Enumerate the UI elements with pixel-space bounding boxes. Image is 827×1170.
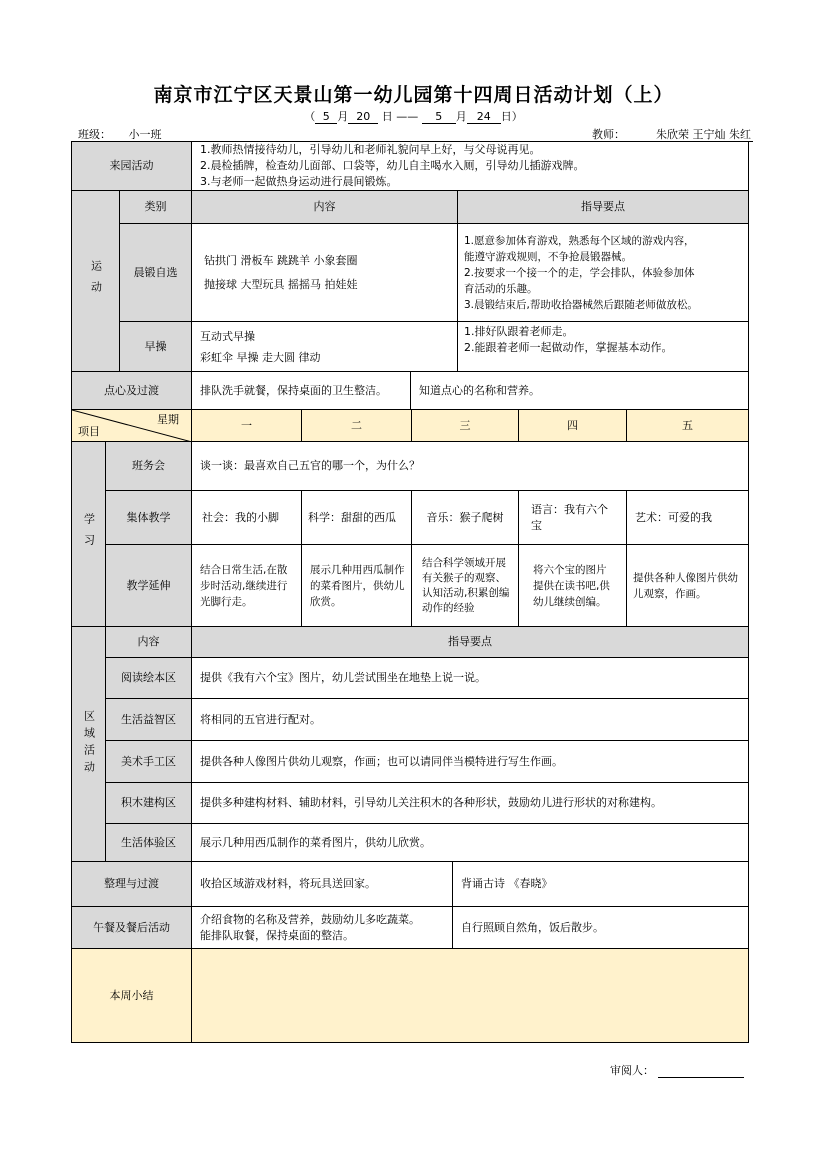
snack-content: 排队洗手就餐，保持桌面的卫生整洁。 xyxy=(191,371,411,410)
area-name: 积木建构区 xyxy=(105,782,192,824)
extension-wed: 结合科学领域开展有关猴子的观察、认知活动,积累创编动作的经验 xyxy=(411,544,519,627)
start-month: 5 xyxy=(315,111,337,124)
areas-header-content: 内容 xyxy=(105,626,192,658)
class-label: 班级： xyxy=(78,128,111,141)
arrival-line: 2.晨检插牌，检查幼儿面部、口袋等，幼儿自主喝水入厕，引导幼儿插游戏牌。 xyxy=(200,159,585,172)
arrival-label: 来园活动 xyxy=(71,141,192,191)
exercise-content xyxy=(191,321,458,372)
exercise-guidance xyxy=(457,321,749,372)
reviewer-label: 审阅人： xyxy=(610,1064,654,1077)
exercise-content xyxy=(191,223,458,322)
snack-label: 点心及过渡 xyxy=(71,371,192,410)
end-day: 24 xyxy=(467,111,501,124)
guidance-line: 1.排好队跟着老师走。 xyxy=(464,325,574,338)
end-month: 5 xyxy=(422,111,456,124)
group-teaching-thu: 语言：我有六个宝 xyxy=(518,490,627,545)
extension-tue: 展示几种用西瓜制作的菜肴图片，供幼儿欣赏。 xyxy=(301,544,412,627)
exercise-content-line: 钻拱门 滑板车 跳跳羊 小象套圈 xyxy=(204,253,358,267)
day-header-wed: 三 xyxy=(411,409,519,442)
tidy-guidance: 背诵古诗 《春晓》 xyxy=(452,861,749,907)
guidance-line: 1.愿意参加体育游戏，熟悉每个区域的游戏内容， xyxy=(464,234,695,247)
extension-fri: 提供各种人像图片供幼儿观察，作画。 xyxy=(626,544,749,627)
areas-label: 区域活动 xyxy=(71,626,106,862)
lunch-content xyxy=(191,906,453,949)
group-teaching-wed: 音乐：猴子爬树 xyxy=(411,490,519,545)
area-name: 美术手工区 xyxy=(105,740,192,783)
area-guidance: 将相同的五官进行配对。 xyxy=(191,698,749,741)
week-header-corner xyxy=(71,409,192,442)
area-guidance: 提供多种建构材料、辅助材料，引导幼儿关注积木的各种形状，鼓励幼儿进行形状的对称建构。 xyxy=(191,782,749,824)
guidance-line: 2.按要求一个接一个的走，学会排队，体验参加体 xyxy=(464,266,695,279)
extension-label: 教学延伸 xyxy=(105,544,192,627)
exercise-category: 早操 xyxy=(119,321,192,372)
tidy-content: 收拾区域游戏材料，将玩具送回家。 xyxy=(191,861,453,907)
reviewer-signature-line[interactable] xyxy=(658,1065,744,1078)
start-day-label: 日 xyxy=(381,110,393,123)
end-month-label: 月 xyxy=(455,110,467,123)
area-name: 阅读绘本区 xyxy=(105,657,192,699)
arrival-line: 3.与老师一起做热身运动进行晨间锻炼。 xyxy=(200,175,398,188)
exercise-header-guidance: 指导要点 xyxy=(457,190,749,224)
date-close: 日） xyxy=(500,110,523,123)
arrival-line: 1.教师热情接待幼儿，引导幼儿和老师礼貌问早上好，与父母说再见。 xyxy=(200,143,541,156)
class-value: 小一班 xyxy=(111,129,179,142)
date-open: （ xyxy=(304,110,316,123)
teacher-info xyxy=(592,126,753,142)
summary-label: 本周小结 xyxy=(71,948,192,1043)
arrival-content xyxy=(191,141,749,191)
summary-content[interactable] xyxy=(191,948,749,1043)
lunch-content-line: 能排队取餐，保持桌面的整洁。 xyxy=(200,928,354,942)
lunch-content-line: 介绍食物的名称及营养，鼓励幼儿多吃蔬菜。 xyxy=(200,912,420,926)
exercise-header-category: 类别 xyxy=(119,190,192,224)
group-teaching-fri: 艺术：可爱的我 xyxy=(626,490,749,545)
group-teaching-tue: 科学：甜甜的西瓜 xyxy=(301,490,412,545)
exercise-label: 运动 xyxy=(71,190,120,372)
area-guidance: 展示几种用西瓜制作的菜肴图片，供幼儿欣赏。 xyxy=(191,823,749,862)
date-dash: —— xyxy=(396,110,419,123)
guidance-line: 2.能跟着老师一起做动作，掌握基本动作。 xyxy=(464,341,673,354)
lunch-label: 午餐及餐后活动 xyxy=(71,906,192,949)
exercise-category: 晨锻自选 xyxy=(119,223,192,322)
exercise-content-line: 互动式早操 xyxy=(200,329,255,343)
tidy-label: 整理与过渡 xyxy=(71,861,192,907)
area-name: 生活益智区 xyxy=(105,698,192,741)
teacher-value: 朱欣荣 王宁灿 朱红 xyxy=(625,129,753,142)
date-range xyxy=(0,108,827,124)
extension-mon: 结合日常生活,在散步时活动,继续进行光脚行走。 xyxy=(191,544,302,627)
guidance-line: 能遵守游戏规则，不争抢晨锻器械。 xyxy=(464,250,632,263)
study-label: 学习 xyxy=(71,441,106,627)
day-header-mon: 一 xyxy=(191,409,302,442)
guidance-line: 育活动的乐趣。 xyxy=(464,282,538,295)
week-header-bottom-label: 项目 xyxy=(78,425,100,438)
area-guidance: 提供各种人像图片供幼儿观察，作画；也可以请同伴当模特进行写生作画。 xyxy=(191,740,749,783)
guidance-line: 3.晨锻结束后,帮助收拾器械然后跟随老师做放松。 xyxy=(464,298,698,311)
exercise-content-line: 抛接球 大型玩具 摇摇马 拍娃娃 xyxy=(204,277,358,291)
day-header-tue: 二 xyxy=(301,409,412,442)
extension-thu: 将六个宝的图片提供在读书吧,供幼儿继续创编。 xyxy=(518,544,627,627)
exercise-guidance xyxy=(457,223,749,322)
class-info xyxy=(78,126,179,142)
week-header-top-label: 星期 xyxy=(157,413,179,426)
group-teaching-label: 集体教学 xyxy=(105,490,192,545)
start-month-label: 月 xyxy=(337,110,349,123)
area-name: 生活体验区 xyxy=(105,823,192,862)
class-meeting-label: 班务会 xyxy=(105,441,192,491)
exercise-header-content: 内容 xyxy=(191,190,458,224)
snack-guidance: 知道点心的名称和营养。 xyxy=(410,371,749,410)
reviewer xyxy=(610,1062,744,1078)
area-guidance: 提供《我有六个宝》图片，幼儿尝试围坐在地垫上说一说。 xyxy=(191,657,749,699)
group-teaching-mon: 社会：我的小脚 xyxy=(191,490,302,545)
exercise-content-line: 彩虹伞 早操 走大圆 律动 xyxy=(200,350,321,364)
class-meeting-content: 谈一谈：最喜欢自己五官的哪一个，为什么？ xyxy=(191,441,749,491)
page-title: 南京市江宁区天景山第一幼儿园第十四周日活动计划（上） xyxy=(153,84,674,106)
areas-header-guidance: 指导要点 xyxy=(191,626,749,658)
day-header-fri: 五 xyxy=(626,409,749,442)
teacher-label: 教师： xyxy=(592,128,625,141)
start-day: 20 xyxy=(348,111,378,124)
day-header-thu: 四 xyxy=(518,409,627,442)
lunch-guidance: 自行照顾自然角，饭后散步。 xyxy=(452,906,749,949)
